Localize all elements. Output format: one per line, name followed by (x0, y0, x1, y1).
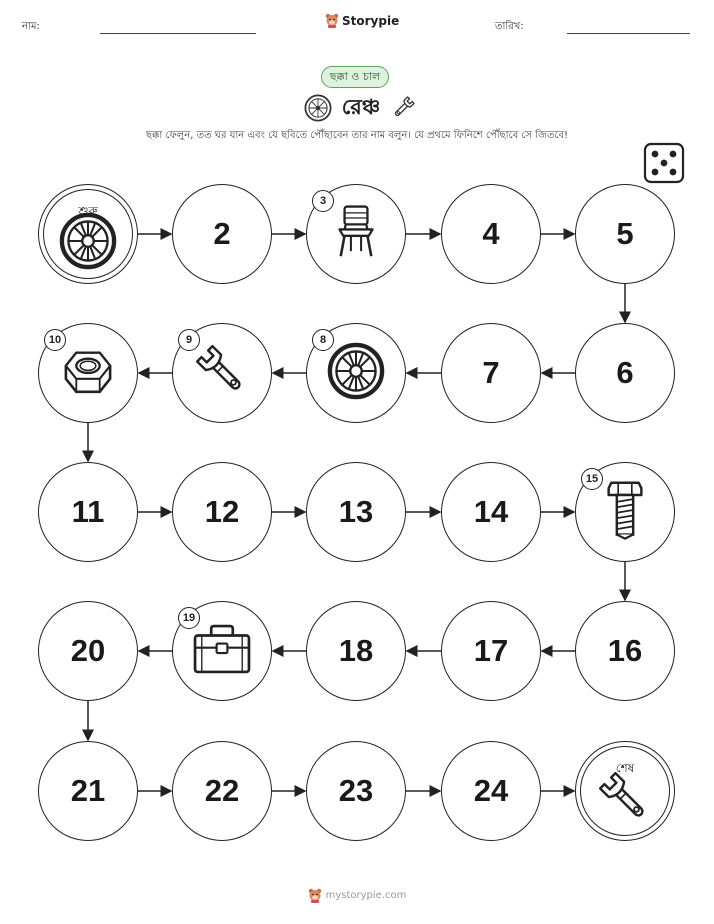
cell-number: 14 (473, 494, 509, 529)
cell-number: 11 (71, 494, 105, 529)
board-cell[interactable] (38, 462, 138, 562)
cell-number: 2 (213, 216, 231, 251)
board-cell[interactable] (441, 184, 541, 284)
cell-number: 20 (70, 633, 106, 668)
wrench-icon (195, 344, 249, 402)
board-cell[interactable] (172, 601, 272, 701)
board-cell[interactable] (172, 741, 272, 841)
board-cell[interactable] (441, 462, 541, 562)
board-cell[interactable] (441, 601, 541, 701)
game-type-badge: ছক্কা ও চাল (321, 66, 389, 88)
brand-name: Storypie (342, 13, 400, 28)
cell-number-tag: 9 (178, 329, 200, 351)
cell-number: 16 (607, 633, 643, 668)
board-cell[interactable] (172, 323, 272, 423)
date-label: তারিখ: (495, 21, 524, 32)
name-label: নাম: (22, 21, 40, 32)
board-cell[interactable] (172, 462, 272, 562)
start-cell[interactable] (38, 184, 138, 284)
wheel-icon (327, 342, 385, 404)
hex-nut-icon (58, 345, 118, 401)
footer (0, 888, 714, 903)
bear-logo-icon (308, 888, 322, 903)
finish-cell[interactable] (575, 741, 675, 841)
cell-number: 22 (204, 773, 240, 808)
finish-label: শেষ (615, 761, 635, 775)
start-label: শুরু (78, 204, 98, 218)
cell-number: 23 (338, 773, 374, 808)
cell-number: 7 (482, 355, 500, 390)
cell-number: 5 (616, 216, 634, 251)
cell-number: 17 (473, 633, 509, 668)
bolt-icon (605, 480, 645, 544)
cell-number: 13 (338, 494, 374, 529)
board-cell[interactable] (441, 741, 541, 841)
board-cell[interactable] (306, 323, 406, 423)
cell-number: 12 (204, 494, 240, 529)
cell-number: 24 (473, 773, 509, 808)
board-cell[interactable] (306, 462, 406, 562)
board-cell[interactable] (575, 184, 675, 284)
cell-number-tag: 8 (312, 329, 334, 351)
cell-number-tag: 10 (44, 329, 66, 351)
instructions: ছক্কা ফেলুন, তত ঘর যান এবং যে ছবিতে পৌঁছাবেন তার নাম বলুন। যে প্রথমে ফিনিশে পৌঁছাবে সে জিতবে! (145, 130, 569, 141)
board-cell[interactable] (38, 323, 138, 423)
chair-icon (330, 204, 382, 264)
cell-number: 21 (70, 773, 106, 808)
board-cell[interactable] (441, 323, 541, 423)
board-cell[interactable] (306, 741, 406, 841)
cell-number-tag: 3 (312, 190, 334, 212)
board-cell[interactable] (575, 323, 675, 423)
game-title: রেঞ্চ (341, 94, 381, 119)
cell-number: 18 (338, 633, 374, 668)
toolbox-icon (191, 622, 253, 680)
board-cell[interactable] (38, 601, 138, 701)
board-cell[interactable] (306, 184, 406, 284)
cell-number-tag: 19 (178, 607, 200, 629)
board-cell[interactable] (575, 601, 675, 701)
board-cell[interactable] (306, 601, 406, 701)
cell-number-tag: 15 (581, 468, 603, 490)
board-cell[interactable] (172, 184, 272, 284)
board-cell[interactable] (575, 462, 675, 562)
board-cell[interactable] (38, 741, 138, 841)
cell-number: 6 (616, 355, 634, 390)
footer-site: mystorypie.com (325, 890, 407, 901)
cell-number: 4 (482, 216, 500, 251)
